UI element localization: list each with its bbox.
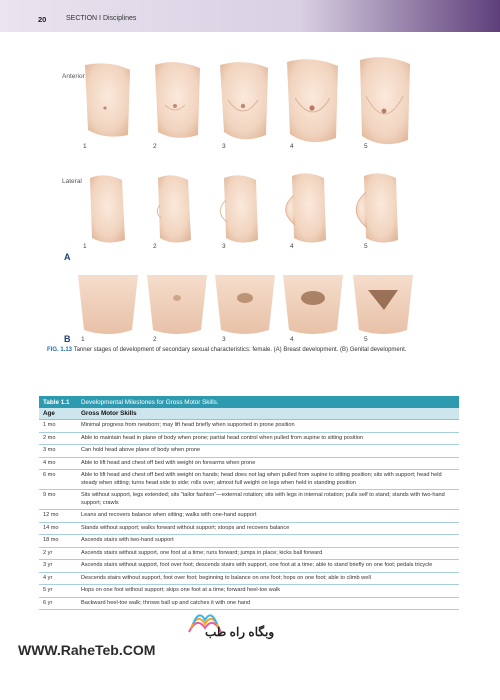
table-row	[39, 535, 459, 548]
age-cell: 18 mo	[43, 537, 59, 543]
age-cell: 4 yr	[43, 574, 53, 581]
table-row	[39, 458, 459, 471]
stage-number: 1	[83, 143, 87, 150]
genital-stage-4	[283, 275, 343, 334]
skill-cell: Can hold head above plane of body when prone	[81, 447, 201, 453]
anterior-stage-5	[360, 57, 410, 144]
watermark-persian: وبگاه راه طب	[205, 625, 275, 639]
table-number: Table 1.1	[43, 398, 70, 406]
table-row	[39, 445, 459, 458]
age-cell: 9 mo	[43, 492, 56, 498]
table-row	[39, 420, 459, 433]
lateral-label: Lateral	[62, 178, 82, 185]
age-cell: 3 mo	[43, 447, 56, 453]
skill-cell: Able to maintain head in plane of body when prone; partial head control when pulled from supine to sitting position	[81, 434, 364, 441]
table-row	[39, 510, 459, 523]
anterior-stage-4	[287, 59, 338, 142]
genital-stage-3	[215, 275, 275, 334]
skill-cell: Backward heel-toe walk; throws ball up and catches it with one hand	[81, 599, 251, 606]
genital-stage-5	[353, 275, 413, 334]
age-cell: 1 mo	[43, 422, 56, 428]
genital-stage-2	[147, 275, 207, 334]
anterior-label: Anterior	[62, 73, 85, 80]
stage-number: 2	[153, 243, 157, 250]
skill-cell: Able to lift head and chest off bed with weight on forearms when prone	[81, 459, 256, 466]
figure-caption-text: Tanner stages of development of secondary sexual characteristics: female. (A) Breast development. (B) Genital development.	[73, 347, 407, 353]
age-cell: 14 mo	[43, 524, 59, 531]
lateral-stage-2	[157, 175, 191, 242]
anterior-stage-3	[220, 62, 268, 139]
table-row	[39, 548, 459, 561]
column-header-skills: Gross Motor Skills	[81, 410, 137, 417]
stage-number: 4	[290, 336, 294, 343]
skill-cell: Hops on one foot without support; skips one foot at a time; forward heel-toe walk	[81, 587, 280, 593]
skill-cell: Sits without support, legs extended; sits “tailor fashion”—external rotation; sits with legs in internal rotation; pulls self to stand; stands with two-hand support; crawls	[81, 492, 445, 506]
stage-number: 5	[364, 336, 368, 343]
skill-cell: Able to lift head and chest off bed with weight on hands; head does not lag when pulled from supine to sitting position; sits with support; head held steady when sitting; turns head side to side; rolls over; almost full weight on legs when held in standing position	[81, 472, 442, 486]
figure-caption	[47, 347, 467, 353]
stage-number: 5	[364, 243, 368, 250]
lateral-stage-5	[356, 173, 398, 242]
table-row	[39, 470, 459, 490]
stage-number: 2	[153, 143, 157, 150]
table-row	[39, 523, 459, 536]
stage-number: 2	[153, 336, 157, 343]
table-row	[39, 585, 459, 598]
skill-cell: Ascends stairs without support, foot over foot; descends stairs with support, one foot at a time; able to stand briefly on one foot; pedals tricycle	[81, 562, 433, 568]
table-title-bar	[39, 396, 459, 408]
genital-stage-1	[78, 275, 138, 334]
table-row	[39, 573, 459, 586]
age-cell: 3 yr	[43, 562, 53, 568]
skill-cell: Leans and recovers balance when sitting; walks with one-hand support	[81, 512, 257, 518]
milestones-table	[39, 396, 459, 610]
table-row	[39, 560, 459, 573]
skill-cell: Minimal progress from newborn; may lift head briefly when supported in prone position	[81, 422, 295, 428]
stage-number: 1	[83, 243, 87, 250]
table-title: Developmental Milestones for Gross Motor Skills.	[81, 398, 219, 406]
skill-cell: Stands without support; walks forward without support; stoops and recovers balance	[81, 524, 290, 531]
anterior-stage-2	[155, 62, 200, 138]
lateral-stage-4	[286, 173, 326, 242]
age-cell: 2 yr	[43, 549, 53, 556]
stage-number: 1	[81, 336, 85, 343]
table-header-row	[39, 408, 459, 420]
lateral-stage-1	[90, 175, 125, 242]
age-cell: 12 mo	[43, 512, 59, 518]
stage-number: 3	[222, 243, 226, 250]
stage-number: 4	[290, 143, 294, 150]
age-cell: 6 yr	[43, 599, 53, 606]
skill-cell: Ascends stairs without support, one foot at a time; runs forward; jumps in place; kicks ball forward	[81, 549, 323, 556]
stage-number: 4	[290, 243, 294, 250]
table-body	[39, 420, 459, 610]
stage-number: 3	[222, 336, 226, 343]
lateral-stage-3	[220, 175, 258, 242]
section-title: SECTION I Disciplines	[66, 15, 137, 22]
table-row	[39, 598, 459, 611]
age-cell: 4 mo	[43, 459, 56, 466]
age-cell: 2 mo	[43, 434, 56, 441]
panel-letter-b: B	[64, 334, 71, 344]
page-number: 20	[38, 15, 47, 24]
stage-number: 5	[364, 143, 368, 150]
figure-label: FIG. 1.13	[47, 347, 73, 353]
age-cell: 6 mo	[43, 472, 56, 478]
skill-cell: Descends stairs without support, foot over foot; beginning to balance on one foot; hops on one foot; able to climb well	[81, 574, 371, 581]
panel-letter-a: A	[64, 252, 71, 262]
watermark-site: WWW.RaheTeb.COM	[18, 642, 156, 658]
skill-cell: Ascends stairs with two-hand support	[81, 537, 174, 543]
anterior-stage-1	[85, 63, 130, 136]
stage-number: 3	[222, 143, 226, 150]
table-row	[39, 490, 459, 510]
column-header-age: Age	[43, 410, 55, 417]
age-cell: 5 yr	[43, 587, 53, 593]
table-row	[39, 433, 459, 446]
